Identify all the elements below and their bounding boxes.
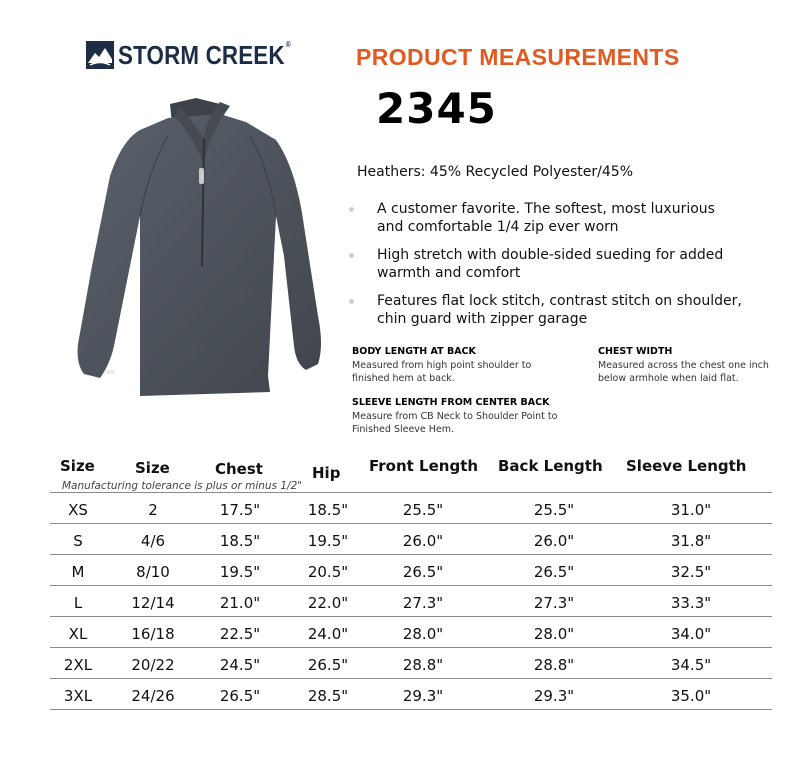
sleeve-length-cell: 35.0" <box>670 687 712 705</box>
brand-name: STORM CREEK® <box>118 39 291 70</box>
hip-cell: 26.5" <box>307 656 349 674</box>
chest-cell: 19.5" <box>219 563 261 581</box>
front-length-cell: 27.3" <box>402 594 444 612</box>
measurement-table <box>50 492 772 710</box>
hip-cell: 24.0" <box>307 625 349 643</box>
back-length-cell: 27.3" <box>533 594 575 612</box>
chest-cell: 21.0" <box>219 594 261 612</box>
column-header-front-length: Front Length <box>369 457 479 475</box>
back-length-cell: 28.0" <box>533 625 575 643</box>
front-length-cell: 25.5" <box>402 501 444 519</box>
front-length-cell: 28.8" <box>402 656 444 674</box>
size-number-cell: 4/6 <box>140 532 166 550</box>
table-row <box>50 492 772 523</box>
size-letter-cell: L <box>73 594 83 612</box>
hip-cell: 20.5" <box>307 563 349 581</box>
style-number: 2345 <box>376 84 497 133</box>
sleeve-length-cell: 34.0" <box>670 625 712 643</box>
sleeve-length-heading: SLEEVE LENGTH FROM CENTER BACK <box>352 397 550 408</box>
size-letter-cell: XS <box>68 501 88 519</box>
sleeve-length-cell: 33.3" <box>670 594 712 612</box>
size-letter-cell: M <box>71 563 85 581</box>
brand-logo <box>86 40 319 70</box>
body-length-desc: Measured from high point shoulder to finished hem at back. <box>352 360 532 384</box>
bullet-icon <box>349 299 354 304</box>
chest-cell: 26.5" <box>219 687 261 705</box>
fabric-content: Heathers: 45% Recycled Polyester/45% <box>357 164 633 180</box>
hip-cell: 18.5" <box>307 501 349 519</box>
chest-cell: 24.5" <box>219 656 261 674</box>
size-number-cell: 16/18 <box>131 625 175 643</box>
column-header-chest: Chest <box>215 460 263 478</box>
table-row <box>50 678 772 710</box>
quarter-zip-shirt-image <box>70 96 340 396</box>
sleeve-length-desc: Measure from CB Neck to Shoulder Point to Finished Sleeve Hem. <box>352 411 558 435</box>
feature-list <box>344 200 744 338</box>
chest-width-desc: Measured across the chest one inch below armhole when laid flat. <box>598 360 769 384</box>
feature-item: Features flat lock stitch, contrast stitch on shoulder, chin guard with zipper garage <box>344 292 744 328</box>
chest-cell: 17.5" <box>219 501 261 519</box>
back-length-cell: 26.5" <box>533 563 575 581</box>
size-letter-cell: S <box>73 532 83 550</box>
front-length-cell: 26.0" <box>402 532 444 550</box>
hip-cell: 19.5" <box>307 532 349 550</box>
sleeve-length-cell: 34.5" <box>670 656 712 674</box>
size-letter-cell: 2XL <box>63 656 93 674</box>
column-header-size-numeric: Size <box>135 459 170 477</box>
bullet-icon <box>349 253 354 258</box>
back-length-cell: 28.8" <box>533 656 575 674</box>
size-letter-cell: 3XL <box>63 687 93 705</box>
table-row <box>50 554 772 585</box>
size-letter-cell: XL <box>68 625 88 643</box>
back-length-cell: 26.0" <box>533 532 575 550</box>
front-length-cell: 29.3" <box>402 687 444 705</box>
chest-cell: 22.5" <box>219 625 261 643</box>
table-row <box>50 585 772 616</box>
table-row <box>50 523 772 554</box>
feature-item: A customer favorite. The softest, most luxurious and comfortable 1/4 zip ever worn <box>344 200 744 236</box>
back-length-cell: 29.3" <box>533 687 575 705</box>
front-length-cell: 26.5" <box>402 563 444 581</box>
size-number-cell: 2 <box>148 501 158 519</box>
chest-width-heading: CHEST WIDTH <box>598 346 673 357</box>
body-length-heading: BODY LENGTH AT BACK <box>352 346 476 357</box>
sleeve-length-cell: 31.0" <box>670 501 712 519</box>
hip-cell: 22.0" <box>307 594 349 612</box>
back-length-cell: 25.5" <box>533 501 575 519</box>
size-number-cell: 24/26 <box>131 687 175 705</box>
mountain-logo-icon <box>86 41 114 69</box>
front-length-cell: 28.0" <box>402 625 444 643</box>
tolerance-note: Manufacturing tolerance is plus or minus 1/2" <box>62 480 303 492</box>
bullet-icon <box>349 207 354 212</box>
column-header-sleeve-length: Sleeve Length <box>626 457 747 475</box>
size-number-cell: 20/22 <box>131 656 175 674</box>
hip-cell: 28.5" <box>307 687 349 705</box>
chest-cell: 18.5" <box>219 532 261 550</box>
table-row <box>50 647 772 678</box>
table-row <box>50 616 772 647</box>
sleeve-length-cell: 32.5" <box>670 563 712 581</box>
column-header-back-length: Back Length <box>498 457 603 475</box>
size-number-cell: 8/10 <box>136 563 170 581</box>
size-number-cell: 12/14 <box>131 594 175 612</box>
column-header-size: Size <box>60 457 95 475</box>
column-header-hip: Hip <box>312 464 341 482</box>
sleeve-length-cell: 31.8" <box>670 532 712 550</box>
feature-item: High stretch with double-sided sueding for added warmth and comfort <box>344 246 744 282</box>
page-title: PRODUCT MEASUREMENTS <box>356 44 680 70</box>
